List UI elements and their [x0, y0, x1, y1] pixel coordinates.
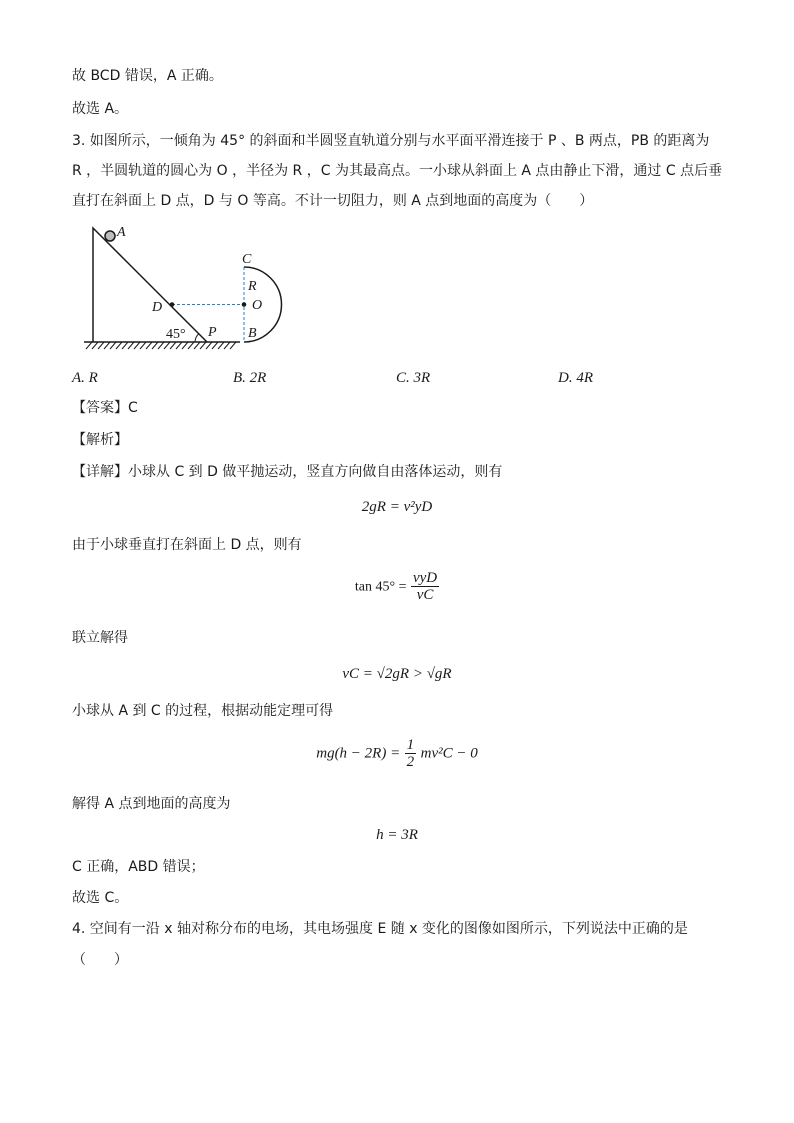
option-a[interactable]: A. R — [72, 370, 98, 386]
text-line-t3: 联立解得 — [72, 630, 128, 646]
question-3-line-3: 直打在斜面上 D 点，D 与 O 等高。不计一切阻力，则 A 点到地面的高度为（ ） — [72, 193, 594, 209]
label-P: P — [208, 325, 217, 340]
point-D — [170, 302, 175, 307]
label-B: B — [248, 326, 257, 341]
equation-4-fraction — [405, 737, 417, 770]
equation-1: 2gR = v²yD — [361, 499, 433, 515]
equation-4-right: mv²C − 0 — [420, 745, 478, 762]
equation-2-denominator: vC — [416, 587, 434, 603]
equation-4-numerator: 1 — [406, 737, 415, 753]
equation-2-numerator: vyD — [412, 570, 438, 586]
text-line-t4: 小球从 A 到 C 的过程，根据动能定理可得 — [72, 703, 334, 719]
ball — [105, 231, 115, 241]
answer-label: 【答案】 — [72, 400, 128, 416]
text-line-t2: 由于小球垂直打在斜面上 D 点，则有 — [72, 537, 302, 553]
answer-row — [72, 398, 138, 418]
label-D: D — [152, 300, 163, 315]
text-line-t6: C 正确，ABD 错误； — [72, 859, 205, 875]
angle-arc — [195, 334, 199, 343]
text-line-t5: 解得 A 点到地面的高度为 — [72, 796, 231, 812]
label-R: R — [248, 279, 257, 294]
ground-hatch — [84, 342, 240, 349]
equation-5: h = 3R — [376, 827, 418, 843]
incline-wedge — [93, 228, 207, 342]
detail-label: 【详解】 — [72, 464, 128, 480]
option-b[interactable]: B. 2R — [233, 370, 267, 386]
question-4-line-2: （ ） — [72, 952, 128, 968]
equation-4-left: mg(h − 2R) = — [316, 745, 401, 762]
equation-2-left: tan 45° = — [354, 579, 407, 595]
detail-text: 小球从 C 到 D 做平抛运动，竖直方向做自由落体运动，则有 — [128, 464, 503, 480]
point-O — [242, 302, 247, 307]
label-C: C — [242, 252, 252, 267]
question-4-line-1: 4. 空间有一沿 x 轴对称分布的电场，其电场强度 E 随 x 变化的图像如图所示，下列说法中正确的是 — [72, 921, 688, 937]
label-A: A — [117, 225, 126, 240]
label-O: O — [252, 298, 263, 313]
text-line-2: 故选 A。 — [72, 101, 129, 117]
question-3-line-2: R ，半圆轨道的圆心为 O ，半径为 R ，C 为其最高点。一小球从斜面上 A 点由静止下滑，通过 C 点后垂 — [72, 163, 723, 179]
option-d[interactable]: D. 4R — [558, 370, 593, 386]
text-line-1: 故 BCD 错误，A 正确。 — [72, 68, 223, 84]
detail-row — [72, 462, 502, 482]
equation-3: vC = √2gR > √gR — [342, 666, 452, 682]
question-3-line-1: 3. 如图所示，一倾角为 45° 的斜面和半圆竖直轨道分别与水平面平滑连接于 P 、B 两点，PB 的距离为 — [72, 133, 710, 149]
text-line-t7: 故选 C。 — [72, 890, 129, 906]
equation-4-denominator: 2 — [406, 754, 415, 770]
label-angle: 45° — [166, 327, 186, 342]
equation-2 — [0, 570, 794, 603]
option-c[interactable]: C. 3R — [396, 370, 431, 386]
analysis-label: 【解析】 — [72, 432, 128, 448]
equation-2-fraction — [411, 570, 439, 603]
incline-semicircle-figure — [80, 222, 300, 354]
answer-value: C — [128, 400, 138, 416]
equation-4 — [0, 737, 794, 770]
